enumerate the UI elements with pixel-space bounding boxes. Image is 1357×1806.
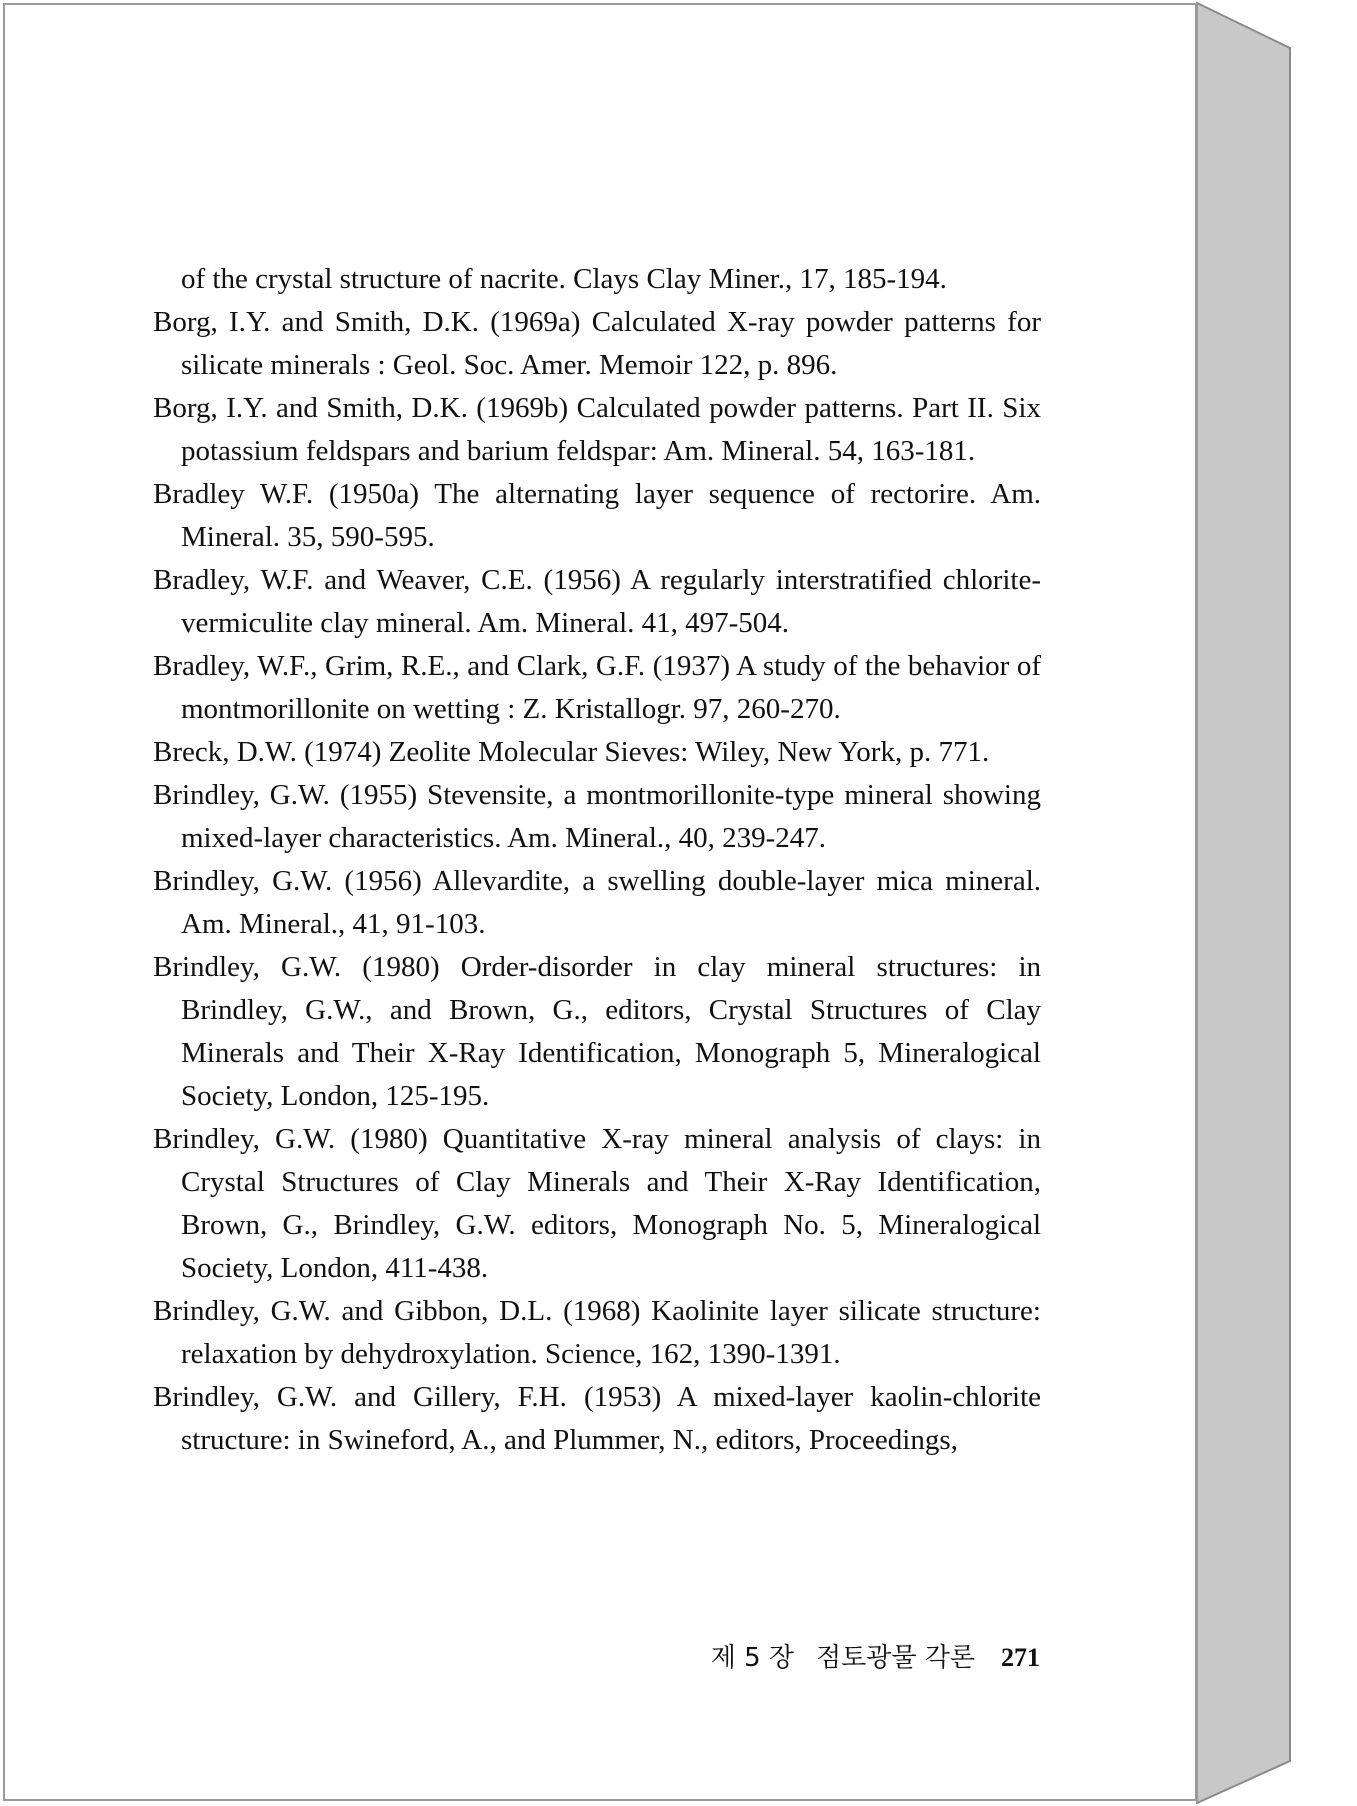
page-footer: [700, 1637, 1040, 1674]
reference-entry: Borg, I.Y. and Smith, D.K. (1969a) Calculated X-ray powder patterns for silicate minerals : Geol. Soc. Amer. Memoir 122, p. 896.: [153, 306, 1041, 381]
chapter-title: 점토광물 각론: [816, 1643, 975, 1673]
reference-entry: Brindley, G.W. and Gillery, F.H. (1953) A mixed-layer kaolin-chlorite structure: in Swineford, A., and Plummer, N., editors, Proceedings,: [153, 1381, 1041, 1456]
reference-entry: of the crystal structure of nacrite. Clays Clay Miner., 17, 185-194.: [181, 263, 947, 295]
reference-entry: Brindley, G.W. (1955) Stevensite, a montmorillonite-type mineral showing mixed-layer characteristics. Am. Mineral., 40, 239-247.: [153, 779, 1041, 854]
chapter-label: 제 5 장: [710, 1643, 795, 1673]
reference-entry: Breck, D.W. (1974) Zeolite Molecular Sieves: Wiley, New York, p. 771.: [153, 736, 990, 768]
reference-entry: Bradley W.F. (1950a) The alternating layer sequence of rectorire. Am. Mineral. 35, 590-595.: [153, 478, 1041, 553]
reference-list: [153, 258, 1041, 1462]
reference-entry: Brindley, G.W. (1980) Quantitative X-ray mineral analysis of clays: in Crystal Structures of Clay Minerals and Their X-Ray Identification, Brown, G., Brindley, G.W. editors, Monograph No. 5, Mineralogical Society, London, 411-438.: [153, 1123, 1041, 1284]
reference-entry: Brindley, G.W. (1980) Order-disorder in clay mineral structures: in Brindley, G.W., and Brown, G., editors, Crystal Structures of Clay Minerals and Their X-Ray Identification, Monograph 5, Mineralogical Society, London, 125-195.: [153, 951, 1041, 1112]
reference-entry: Brindley, G.W. and Gibbon, D.L. (1968) Kaolinite layer silicate structure: relaxation by dehydroxylation. Science, 162, 1390-1391.: [153, 1295, 1041, 1370]
reference-entry: Brindley, G.W. (1956) Allevardite, a swelling double-layer mica mineral. Am. Mineral., 41, 91-103.: [153, 865, 1041, 940]
reference-entry: Bradley, W.F., Grim, R.E., and Clark, G.F. (1937) A study of the behavior of montmorillonite on wetting : Z. Kristallogr. 97, 260-270.: [153, 650, 1041, 725]
reference-entry: Borg, I.Y. and Smith, D.K. (1969b) Calculated powder patterns. Part II. Six potassium feldspars and barium feldspar: Am. Mineral. 54, 163-181.: [153, 392, 1041, 467]
page-number: 271: [1001, 1643, 1040, 1672]
reference-entry: Bradley, W.F. and Weaver, C.E. (1956) A regularly interstratified chlorite-vermiculite clay mineral. Am. Mineral. 41, 497-504.: [153, 564, 1041, 639]
